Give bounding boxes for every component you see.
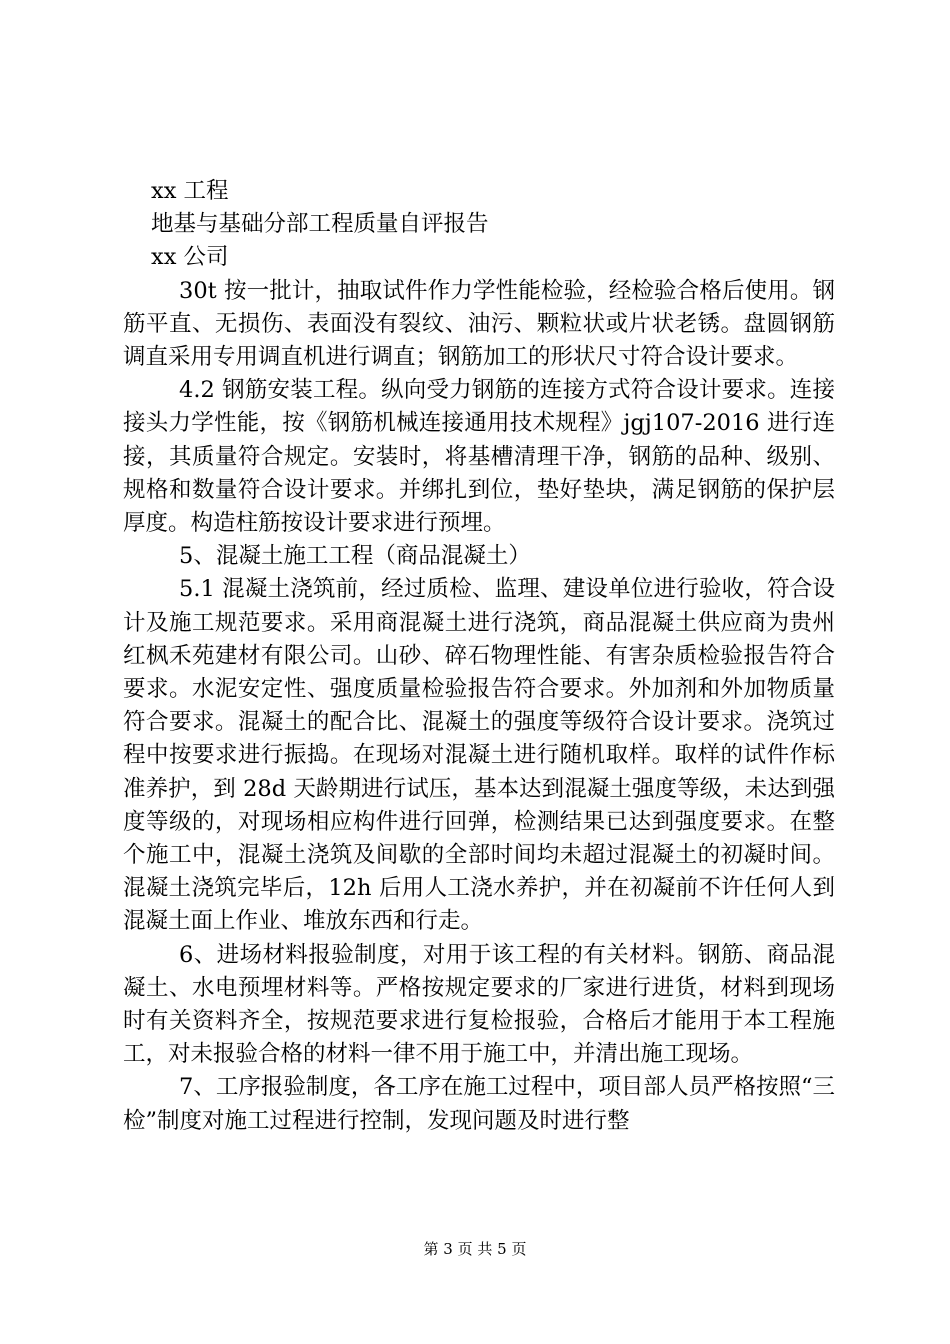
section-heading-concrete: 5、混凝土施工工程（商品混凝土） (179, 543, 531, 570)
paragraph-rebar-installation: 4.2 钢筋安装工程。纵向受力钢筋的连接方式符合设计要求。连接接头力学性能，按《钢筋机械连接通用技术规程》jgj107-2016 进行连接，其质量符合规定。安装时，将基槽清理干净，钢筋的品种、级别、规格和数量符合设计要求。并绑扎到位，垫好垫块，满足钢筋的保护层厚度。构造柱筋按设计要求进行预埋。 (123, 377, 835, 537)
report-title: 地基与基础分部工程质量自评报告 (151, 211, 489, 238)
page-footer: 第 3 页 共 5 页 (423, 1240, 527, 1258)
paragraph-material-inspection: 6、进场材料报验制度，对用于该工程的有关材料。钢筋、商品混凝土、水电预埋材料等。严格按规定要求的厂家进行进货，材料到现场时有关资料齐全，按规范要求进行复检报验，合格后才能用于本工程施工，对未报验合格的材料一律不用于施工中，并清出施工现场。 (123, 941, 835, 1068)
project-name: xx 工程 (151, 178, 229, 204)
paragraph-concrete-pouring: 5.1 混凝土浇筑前，经过质检、监理、建设单位进行验收，符合设计及施工规范要求。采用商混凝土进行浇筑，商品混凝土供应商为贵州红枫禾苑建材有限公司。山砂、碎石物理性能、有害杂质检验报告符合要求。水泥安定性、强度质量检验报告符合要求。外加剂和外加物质量符合要求。混凝土的配合比、混凝土的强度等级符合设计要求。浇筑过程中按要求进行振捣。在现场对混凝土进行随机取样。取样的试件作标准养护，到 28d 天龄期进行试压，基本达到混凝土强度等级，未达到强度等级的，对现场相应构件进行回弹，检测结果已达到强度要求。在整个施工中，混凝土浇筑及间歇的全部时间均未超过混凝土的初凝时间。混凝土浇筑完毕后，12h 后用人工浇水养护，并在初凝前不许任何人到混凝土面上作业、堆放东西和行走。 (123, 576, 835, 935)
paragraph-process-inspection: 7、工序报验制度，各工序在施工过程中，项目部人员严格按照“三检”制度对施工过程进行控制，发现问题及时进行整 (123, 1074, 835, 1134)
company-name: xx 公司 (151, 244, 229, 271)
paragraph-rebar-inspection: 30t 按一批计，抽取试件作力学性能检验，经检验合格后使用。钢筋平直、无损伤、表面没有裂纹、油污、颗粒状或片状老锈。盘圆钢筋调直采用专用调直机进行调直；钢筋加工的形状尺寸符合设计要求。 (123, 277, 835, 371)
document-body (123, 175, 835, 1138)
